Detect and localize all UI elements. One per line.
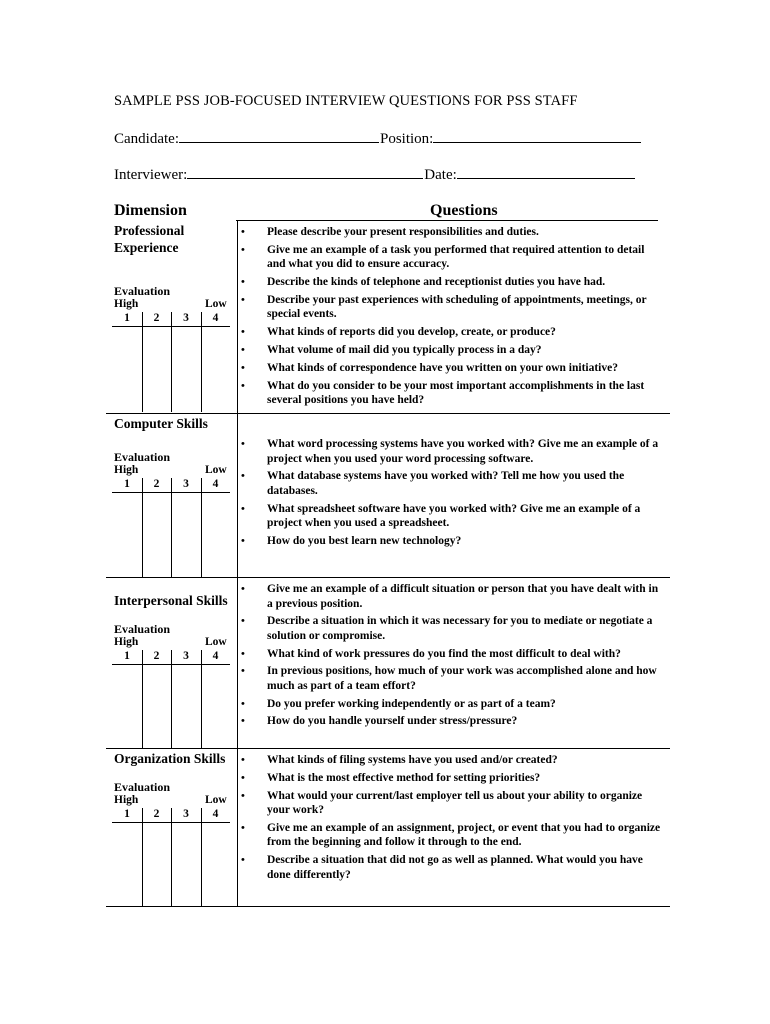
list-item: • Give me an example of a difficult situation or person that you have dealt with in a previous position. <box>241 583 659 610</box>
bullet-icon: • <box>241 502 245 515</box>
bullet-icon: • <box>241 715 245 728</box>
rating-3[interactable]: 3 <box>183 808 189 820</box>
section-name-computer-skills: Computer Skills <box>114 416 208 431</box>
column-divider <box>237 220 238 906</box>
candidate-position-row <box>114 129 642 148</box>
rating-4[interactable]: 4 <box>212 650 219 662</box>
rating-2[interactable]: 2 <box>153 650 160 662</box>
evaluation-label: Evaluation <box>114 622 171 636</box>
rating-1[interactable]: 1 <box>124 312 130 324</box>
header-rule <box>236 220 658 221</box>
interviewer-label: Interviewer: <box>114 167 188 183</box>
position-label: Position: <box>379 131 434 147</box>
evaluation-grid <box>112 312 230 412</box>
bullet-icon: • <box>241 438 245 450</box>
questions-header: Questions <box>430 202 498 219</box>
section-divider-3 <box>106 748 670 749</box>
rating-4[interactable]: 4 <box>212 478 219 490</box>
rating-2[interactable]: 2 <box>153 808 160 820</box>
evaluation-label: Evaluation <box>114 284 171 298</box>
list-item: • What would your current/last employer tell us about your ability to organize your work? <box>241 789 643 817</box>
bullet-icon: • <box>241 276 245 289</box>
bullet-icon: • <box>241 326 245 339</box>
rating-3[interactable]: 3 <box>183 650 189 662</box>
rating-2[interactable]: 2 <box>153 312 160 324</box>
rating-1[interactable]: 1 <box>124 478 130 490</box>
rating-3[interactable]: 3 <box>183 312 189 324</box>
section-name-organization-skills: Organization Skills <box>114 751 226 766</box>
list-item: • In previous positions, how much of your work was accomplished alone and how much as part of a team effort? <box>241 665 657 692</box>
dimension-header: Dimension <box>114 202 187 219</box>
scale-low-label: Low <box>205 636 227 648</box>
list-item: • What database systems have you worked with? Tell me how you used the databases. <box>241 470 625 497</box>
list-item: • Give me an example of a task you performed that required attention to detail and what you did to ensure accuracy. <box>241 243 645 271</box>
list-item: • What kinds of reports did you develop, create, or produce? <box>241 326 556 339</box>
bullet-icon: • <box>241 343 245 356</box>
question-list-interpersonal-skills <box>241 582 661 732</box>
evaluation-grid <box>112 650 230 748</box>
list-item: • How do you handle yourself under stress/pressure? <box>241 715 518 728</box>
page-title: SAMPLE PSS JOB-FOCUSED INTERVIEW QUESTIONS FOR PSS STAFF <box>114 93 578 109</box>
bullet-icon: • <box>241 583 245 595</box>
section-divider-1 <box>106 413 670 414</box>
rating-3[interactable]: 3 <box>183 478 189 490</box>
evaluation-grid <box>112 808 230 906</box>
list-item: • How do you best learn new technology? <box>241 534 462 547</box>
evaluation-label: Evaluation <box>114 450 171 464</box>
evaluation-label: Evaluation <box>114 780 171 794</box>
scale-high-label: High <box>114 298 139 310</box>
bullet-icon: • <box>241 771 245 784</box>
bullet-icon: • <box>241 665 245 678</box>
table-bottom-rule <box>106 906 670 907</box>
interviewer-date-row <box>114 165 636 184</box>
section-name-professional-experience: Professional Experience <box>114 223 185 255</box>
date-field[interactable] <box>457 165 635 179</box>
question-list-professional-experience <box>241 225 661 411</box>
list-item: • Describe a situation in which it was necessary for you to mediate or negotiate a solution or compromise. <box>241 615 653 642</box>
list-item: • Give me an example of an assignment, project, or event that you had to organize from the beginning and follow it through to the end. <box>241 821 661 849</box>
evaluation-grid <box>112 478 230 577</box>
rating-2[interactable]: 2 <box>153 478 160 490</box>
list-item: • Please describe your present responsibilities and duties. <box>241 226 539 238</box>
list-item: • Do you prefer working independently or as part of a team? <box>241 697 556 710</box>
bullet-icon: • <box>241 615 245 628</box>
list-item: • What do you consider to be your most important accomplishments in the last several positions you have held? <box>241 379 645 407</box>
bullet-icon: • <box>241 821 245 834</box>
rating-4[interactable]: 4 <box>212 312 219 324</box>
bullet-icon: • <box>241 379 245 392</box>
list-item: • What is the most effective method for setting priorities? <box>241 771 541 784</box>
question-list-computer-skills <box>241 437 661 552</box>
interviewer-field[interactable] <box>187 165 423 179</box>
rating-1[interactable]: 1 <box>124 808 130 820</box>
scale-high-label: High <box>114 464 139 476</box>
candidate-field[interactable] <box>179 129 379 143</box>
position-field[interactable] <box>433 129 641 143</box>
section-divider-2 <box>106 577 670 578</box>
list-item: • What kinds of correspondence have you written on your own initiative? <box>241 361 618 374</box>
bullet-icon: • <box>241 789 245 802</box>
scale-low-label: Low <box>205 464 227 476</box>
candidate-label: Candidate: <box>114 131 179 147</box>
list-item: • What kind of work pressures do you find the most difficult to deal with? <box>241 647 621 660</box>
bullet-icon: • <box>241 361 245 374</box>
rating-1[interactable]: 1 <box>124 650 130 662</box>
bullet-icon: • <box>241 534 245 547</box>
question-list-organization-skills <box>241 753 661 885</box>
list-item: • What word processing systems have you worked with? Give me an example of a project when you used your word processing software. <box>241 438 659 465</box>
bullet-icon: • <box>241 243 245 256</box>
list-item: • Describe the kinds of telephone and receptionist duties you have had. <box>241 276 606 289</box>
list-item: • Describe your past experiences with scheduling of appointments, meetings, or special events. <box>241 293 647 321</box>
bullet-icon: • <box>241 293 245 306</box>
scale-low-label: Low <box>205 794 227 806</box>
list-item: • What spreadsheet software have you worked with? Give me an example of a project when you used a spreadsheet. <box>241 502 641 530</box>
rating-4[interactable]: 4 <box>212 808 219 820</box>
list-item: • What kinds of filing systems have you used and/or created? <box>241 754 558 766</box>
bullet-icon: • <box>241 697 245 710</box>
scale-high-label: High <box>114 636 139 648</box>
bullet-icon: • <box>241 854 245 867</box>
bullet-icon: • <box>241 226 245 238</box>
list-item: • Describe a situation that did not go as well as planned. What would you have done differently? <box>241 854 643 881</box>
section-name-interpersonal-skills: Interpersonal Skills <box>114 593 228 608</box>
list-item: • What volume of mail did you typically process in a day? <box>241 343 542 356</box>
scale-low-label: Low <box>205 298 227 310</box>
scale-high-label: High <box>114 794 139 806</box>
bullet-icon: • <box>241 754 245 766</box>
bullet-icon: • <box>241 647 245 660</box>
bullet-icon: • <box>241 470 245 483</box>
date-label: Date: <box>424 167 457 183</box>
